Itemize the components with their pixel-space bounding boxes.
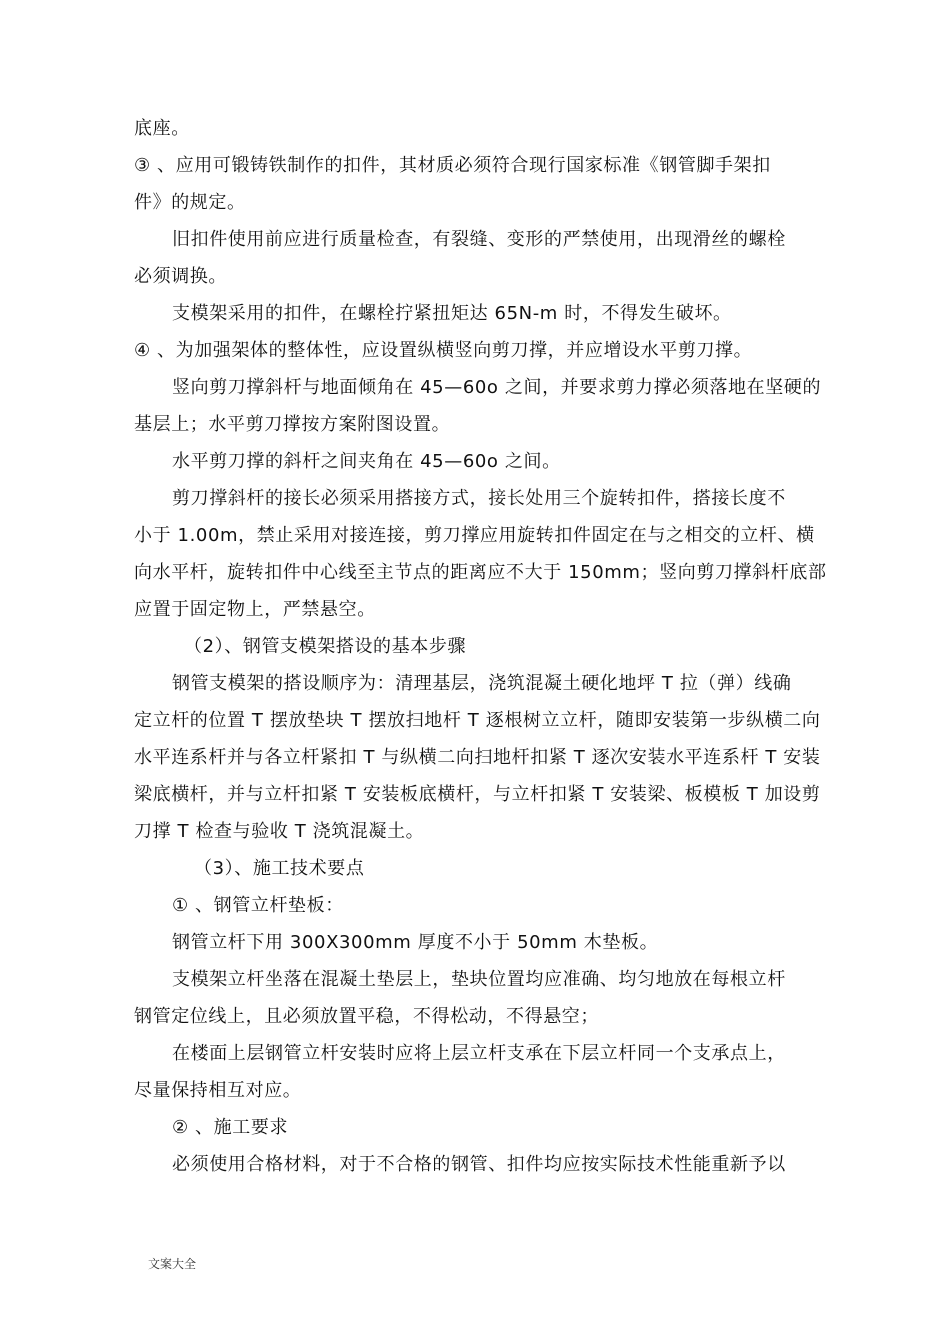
text-line: 剪刀撑斜杆的接长必须采用搭接方式，接长处用三个旋转扣件，搭接长度不	[172, 488, 786, 509]
text-line: 钢管立杆下用 300X300mm 厚度不小于 50mm 木垫板。	[172, 932, 659, 953]
text-line: 旧扣件使用前应进行质量检查，有裂缝、变形的严禁使用，出现滑丝的螺栓	[172, 229, 786, 250]
text-line: 基层上；水平剪刀撑按方案附图设置。	[134, 414, 451, 435]
text-line: 支模架采用的扣件，在螺栓拧紧扭矩达 65N-m 时，不得发生破坏。	[172, 303, 732, 324]
page-footer: 文案大全	[148, 1257, 197, 1271]
subsection-heading: ② 、施工要求	[172, 1117, 289, 1138]
text-line: 梁底横杆，并与立杆扣紧 T 安装板底横杆，与立杆扣紧 T 安装梁、板模板 T 加设剪	[134, 784, 821, 805]
text-line: 小于 1.00m，禁止采用对接连接，剪刀撑应用旋转扣件固定在与之相交的立杆、横	[134, 525, 815, 546]
text-line: 向水平杆，旋转扣件中心线至主节点的距离应不大于 150mm；竖向剪刀撑斜杆底部	[134, 562, 827, 583]
text-line: 钢管支模架的搭设顺序为：清理基层，浇筑混凝土硬化地坪 T 拉（弹）线确	[172, 673, 792, 694]
text-line: 竖向剪刀撑斜杆与地面倾角在 45—60o 之间，并要求剪力撑必须落地在坚硬的	[172, 377, 822, 398]
subsection-heading: ① 、钢管立杆垫板：	[172, 895, 344, 916]
text-line: 支模架立杆坐落在混凝土垫层上，垫块位置均应准确、均匀地放在每根立杆	[172, 969, 786, 990]
text-line: 必须调换。	[134, 266, 227, 287]
text-line: 底座。	[134, 118, 190, 139]
text-line: 应置于固定物上，严禁悬空。	[134, 599, 376, 620]
text-line: 件》的规定。	[134, 192, 246, 213]
text-line: ④ 、为加强架体的整体性，应设置纵横竖向剪刀撑，并应增设水平剪刀撑。	[134, 340, 753, 361]
section-heading: （3）、施工技术要点	[194, 858, 365, 879]
text-line: 在楼面上层钢管立杆安装时应将上层立杆支承在下层立杆同一个支承点上，	[172, 1043, 786, 1064]
text-line: ③ 、应用可锻铸铁制作的扣件，其材质必须符合现行国家标准《钢管脚手架扣	[134, 155, 771, 176]
text-line: 水平连系杆并与各立杆紧扣 T 与纵横二向扫地杆扣紧 T 逐次安装水平连系杆 T 安装	[134, 747, 821, 768]
text-line: 钢管定位线上，且必须放置平稳，不得松动，不得悬空；	[134, 1006, 599, 1027]
text-line: 水平剪刀撑的斜杆之间夹角在 45—60o 之间。	[172, 451, 561, 472]
text-line: 尽量保持相互对应。	[134, 1080, 302, 1101]
section-heading: （2）、钢管支模架搭设的基本步骤	[184, 636, 467, 657]
text-line: 定立杆的位置 T 摆放垫块 T 摆放扫地杆 T 逐根树立立杆，随即安装第一步纵横二向	[134, 710, 821, 731]
text-line: 必须使用合格材料，对于不合格的钢管、扣件均应按实际技术性能重新予以	[172, 1154, 786, 1175]
text-line: 刀撑 T 检查与验收 T 浇筑混凝土。	[134, 821, 425, 842]
